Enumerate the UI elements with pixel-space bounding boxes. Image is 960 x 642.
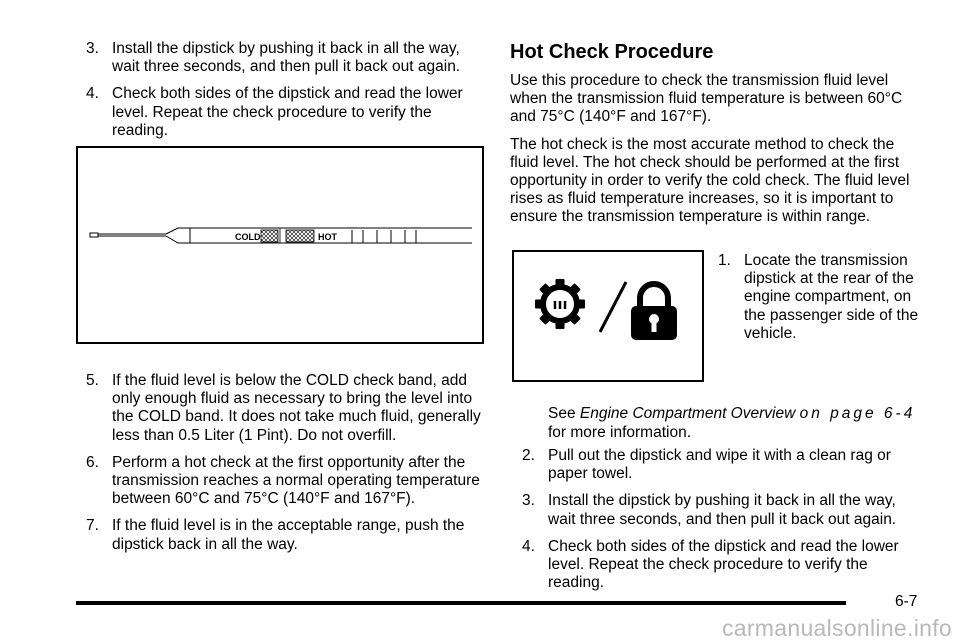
footer-rule	[76, 601, 846, 605]
step-text: Locate the transmission dipstick at the rear of the engine compartment, on the passenger side of the vehicle.	[744, 252, 919, 342]
see-prefix: See	[548, 405, 576, 422]
see-suffix: for more information.	[548, 424, 691, 441]
paragraph: The hot check is the most accurate method to check the fluid level. The hot check should be performed at the first opportunity in order to verify the cold check. The fluid level rises as fluid temperature increases, so it is important to ensure the transmission temperature is within range.	[510, 135, 910, 226]
step-text: Pull out the dipstick and wipe it with a clean rag or paper towel.	[548, 447, 891, 483]
step-text: Perform a hot check at the first opportunity after the transmission reaches a normal operating temperature between 60°C and 75°C (140°F and 167°F).	[112, 453, 480, 508]
cold-label: COLD	[235, 232, 261, 242]
step-number: 1.	[718, 252, 731, 269]
step-number: 6.	[86, 453, 99, 471]
step-number: 2.	[522, 447, 535, 464]
lock-icon	[631, 284, 677, 340]
dipstick-diagram-icon	[78, 148, 482, 342]
left-column-bottom	[86, 372, 486, 563]
right-step-1	[718, 252, 928, 352]
step-text: If the fluid level is below the COLD check band, add only enough fluid as necessary to bring the level into the COLD band. It does not take much fluid, generally less than 0.5 Liter (1 Pint). Do not overfill.	[112, 372, 481, 444]
list-item	[718, 252, 928, 343]
engine-compartment-link[interactable]: Engine Compartment Overview	[579, 405, 796, 422]
step-number: 4.	[522, 537, 535, 555]
step-text: If the fluid level is in the acceptable range, push the dipstick back in all the way.	[112, 517, 465, 553]
list-item	[86, 454, 486, 509]
transmission-gear-icon	[535, 279, 585, 329]
page-number: 6-7	[895, 593, 918, 610]
list-item	[522, 538, 922, 593]
left-column-top	[86, 40, 486, 149]
paragraph: Use this procedure to check the transmission fluid level when the transmission fluid temperature is between 60°C and 75°C (140°F and 167°F).	[510, 72, 903, 126]
list-item	[86, 372, 486, 445]
hot-label: HOT	[318, 232, 337, 242]
step-text: Check both sides of the dipstick and read the lower level. Repeat the check procedure to verify the reading.	[548, 537, 899, 592]
step-number: 3.	[86, 40, 99, 57]
transmission-lock-figure	[512, 250, 704, 382]
step-number: 5.	[86, 372, 99, 389]
list-item	[86, 85, 486, 140]
right-column-paragraphs	[510, 72, 922, 236]
list-item	[86, 517, 486, 553]
step-number: 7.	[86, 517, 99, 535]
right-column-steps	[522, 447, 922, 601]
cross-reference	[548, 404, 928, 442]
dipstick-figure	[76, 146, 484, 344]
step-number: 4.	[86, 85, 99, 103]
list-item	[522, 492, 922, 528]
page-reference[interactable]: on page 6-4	[799, 405, 916, 422]
step-text: Check both sides of the dipstick and read the lower level. Repeat the check procedure to verify the reading.	[112, 85, 463, 139]
list-item	[522, 447, 922, 483]
step-text: Install the dipstick by pushing it back in all the way, wait three seconds, and then pull it back out again.	[112, 40, 461, 76]
transmission-lock-graphic	[514, 252, 702, 380]
watermark: carmanualsonline.info	[721, 615, 952, 641]
step-text: Install the dipstick by pushing it back in all the way, wait three seconds, and then pull it back out again.	[548, 492, 897, 528]
list-item	[86, 40, 486, 76]
step-number: 3.	[522, 492, 535, 510]
section-heading: Hot Check Procedure	[510, 41, 714, 63]
